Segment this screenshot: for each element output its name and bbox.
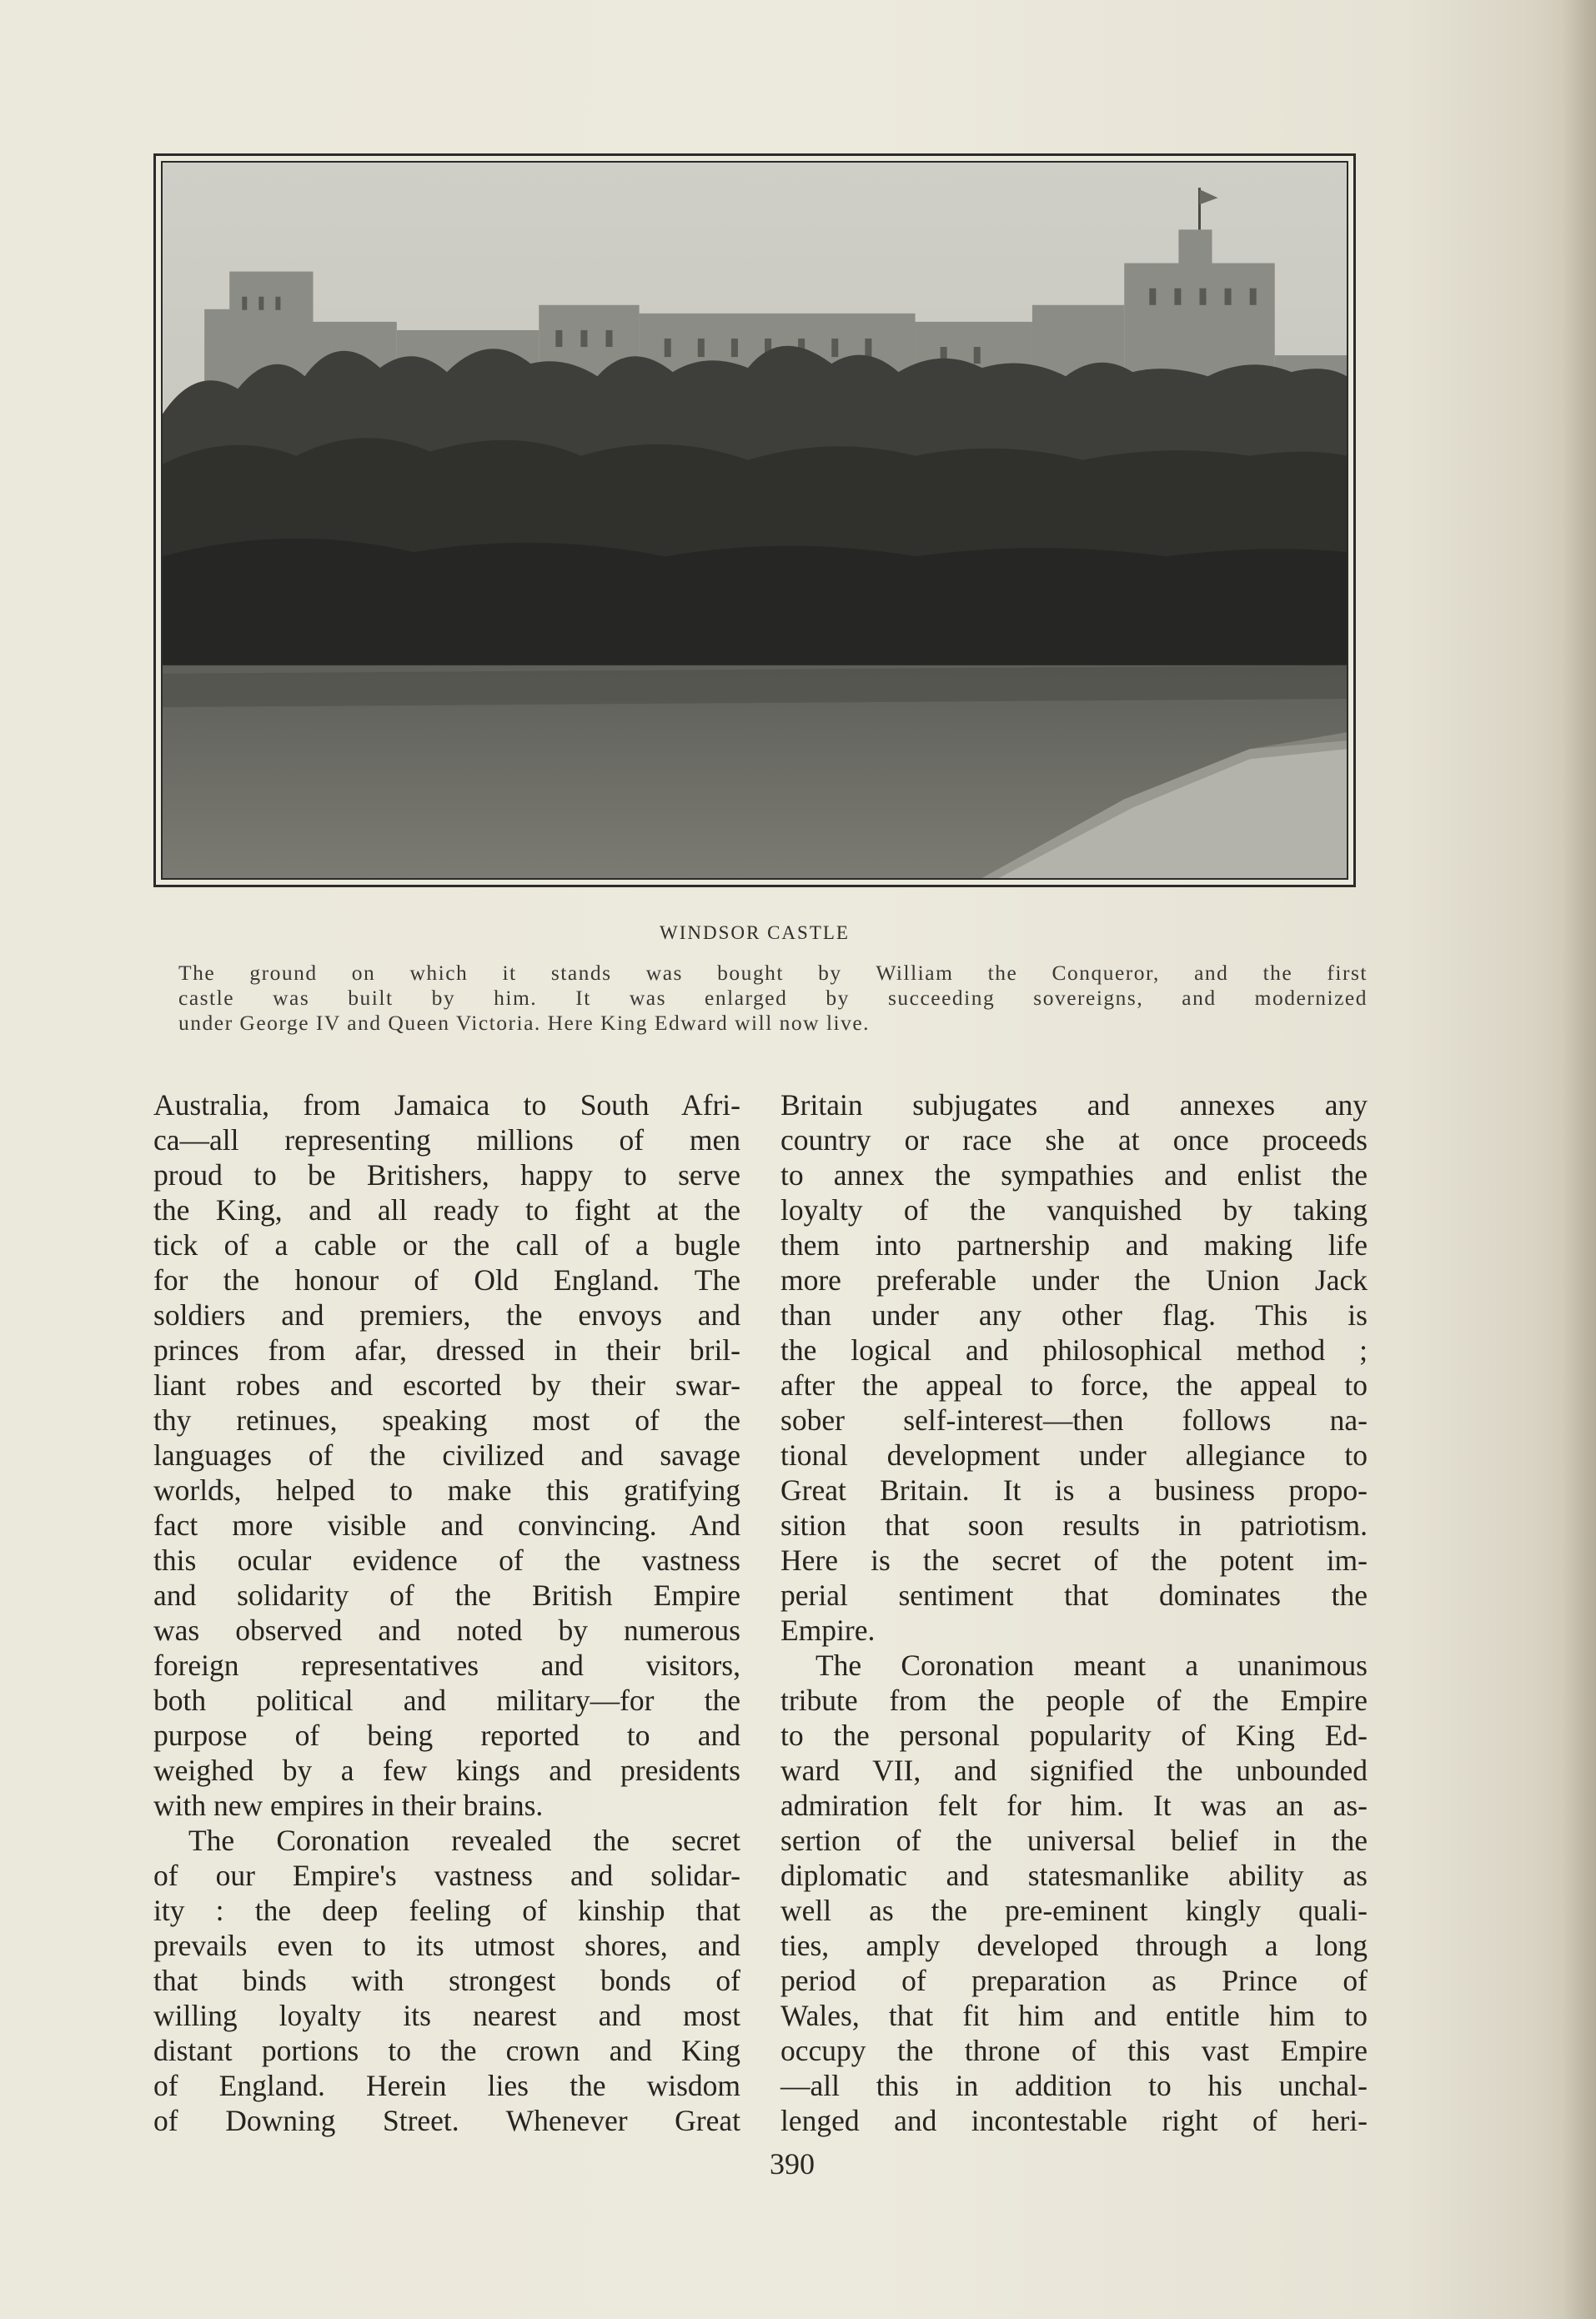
text-line: country or race she at once proceeds xyxy=(780,1123,1368,1157)
text-line: that binds with strongest bonds of xyxy=(153,1964,740,1997)
right-text-column xyxy=(780,1087,1368,2138)
text-line: ca—all representing millions of men xyxy=(153,1123,740,1157)
caption-line: castle was built by him. It was enlarged by succeeding sovereigns, and modernized xyxy=(178,986,1368,1010)
text-line: loyalty of the vanquished by taking xyxy=(780,1193,1368,1227)
text-line: sober self-interest—then follows na- xyxy=(780,1403,1368,1437)
text-line: the King, and all ready to fight at the xyxy=(153,1193,740,1227)
text-line: both political and military—for the xyxy=(153,1684,740,1717)
text-line: thy retinues, speaking most of the xyxy=(153,1403,740,1437)
figure-title: WINDSOR CASTLE xyxy=(660,922,850,943)
text-line: Britain subjugates and annexes any xyxy=(780,1088,1368,1122)
text-line: tribute from the people of the Empire xyxy=(780,1684,1368,1717)
page-edge-shadow xyxy=(1563,0,1596,2319)
text-line: Here is the secret of the potent im- xyxy=(780,1543,1368,1577)
text-line: of our Empire's vastness and solidar- xyxy=(153,1859,740,1892)
text-line: sition that soon results in patriotism. xyxy=(780,1508,1368,1542)
text-line: sertion of the universal belief in the xyxy=(780,1824,1368,1857)
page-number: 390 xyxy=(770,2147,815,2181)
text-line: The Coronation meant a unanimous xyxy=(816,1649,1368,1682)
left-text-column xyxy=(153,1087,740,2138)
text-line: —all this in addition to his unchal- xyxy=(780,2069,1368,2102)
text-line: languages of the civilized and savage xyxy=(153,1438,740,1472)
text-line: ties, amply developed through a long xyxy=(780,1929,1368,1962)
text-line: occupy the throne of this vast Empire xyxy=(780,2034,1368,2067)
text-line: soldiers and premiers, the envoys and xyxy=(153,1298,740,1332)
text-line: tional development under allegiance to xyxy=(780,1438,1368,1472)
text-line: lenged and incontestable right of heri- xyxy=(780,2104,1368,2137)
text-line: of England. Herein lies the wisdom xyxy=(153,2069,740,2102)
text-line: to annex the sympathies and enlist the xyxy=(780,1158,1368,1192)
text-line: this ocular evidence of the vastness xyxy=(153,1543,740,1577)
text-line: admiration felt for him. It was an as- xyxy=(780,1789,1368,1822)
text-line: after the appeal to force, the appeal to xyxy=(780,1368,1368,1402)
text-line: to the personal popularity of King Ed- xyxy=(780,1719,1368,1752)
text-line: was observed and noted by numerous xyxy=(153,1614,740,1647)
text-line: fact more visible and convincing. And xyxy=(153,1508,740,1542)
text-line: willing loyalty its nearest and most xyxy=(153,1999,740,2032)
figure-caption xyxy=(178,961,1368,1036)
text-line: well as the pre-eminent kingly quali- xyxy=(780,1894,1368,1927)
text-line: with new empires in their brains. xyxy=(153,1789,544,1822)
text-line: of Downing Street. Whenever Great xyxy=(153,2104,740,2137)
text-line: the logical and philosophical method ; xyxy=(780,1333,1368,1367)
text-line: foreign representatives and visitors, xyxy=(153,1649,740,1682)
text-line: The Coronation revealed the secret xyxy=(188,1824,740,1857)
windsor-castle-photograph xyxy=(153,153,1356,887)
text-line: them into partnership and making life xyxy=(780,1228,1368,1262)
text-line: diplomatic and statesmanlike ability as xyxy=(780,1859,1368,1892)
text-line: princes from afar, dressed in their bril- xyxy=(153,1333,740,1367)
text-line: Great Britain. It is a business propo- xyxy=(780,1473,1368,1507)
text-line: weighed by a few kings and presidents xyxy=(153,1754,740,1787)
text-line: Australia, from Jamaica to South Afri- xyxy=(153,1088,740,1122)
text-line: ward VII, and signified the unbounded xyxy=(780,1754,1368,1787)
text-line: worlds, helped to make this gratifying xyxy=(153,1473,740,1507)
text-line: Wales, that fit him and entitle him to xyxy=(780,1999,1368,2032)
caption-line: The ground on which it stands was bought by William the Conqueror, and the first xyxy=(178,961,1368,985)
text-line: perial sentiment that dominates the xyxy=(780,1579,1368,1612)
text-line: tick of a cable or the call of a bugle xyxy=(153,1228,740,1262)
text-line: prevails even to its utmost shores, and xyxy=(153,1929,740,1962)
text-line: more preferable under the Union Jack xyxy=(780,1263,1368,1297)
text-line: distant portions to the crown and King xyxy=(153,2034,740,2067)
castle-landscape-illustration xyxy=(163,163,1347,878)
caption-line: under George IV and Queen Victoria. Here King Edward will now live. xyxy=(178,1011,871,1035)
text-line: ity : the deep feeling of kinship that xyxy=(153,1894,740,1927)
text-line: purpose of being reported to and xyxy=(153,1719,740,1752)
text-line: and solidarity of the British Empire xyxy=(153,1579,740,1612)
photograph-image xyxy=(161,161,1348,880)
text-line: for the honour of Old England. The xyxy=(153,1263,740,1297)
text-line: period of preparation as Prince of xyxy=(780,1964,1368,1997)
text-line: than under any other flag. This is xyxy=(780,1298,1368,1332)
text-line: proud to be Britishers, happy to serve xyxy=(153,1158,740,1192)
text-line: Empire. xyxy=(780,1614,876,1647)
text-line: liant robes and escorted by their swar- xyxy=(153,1368,740,1402)
